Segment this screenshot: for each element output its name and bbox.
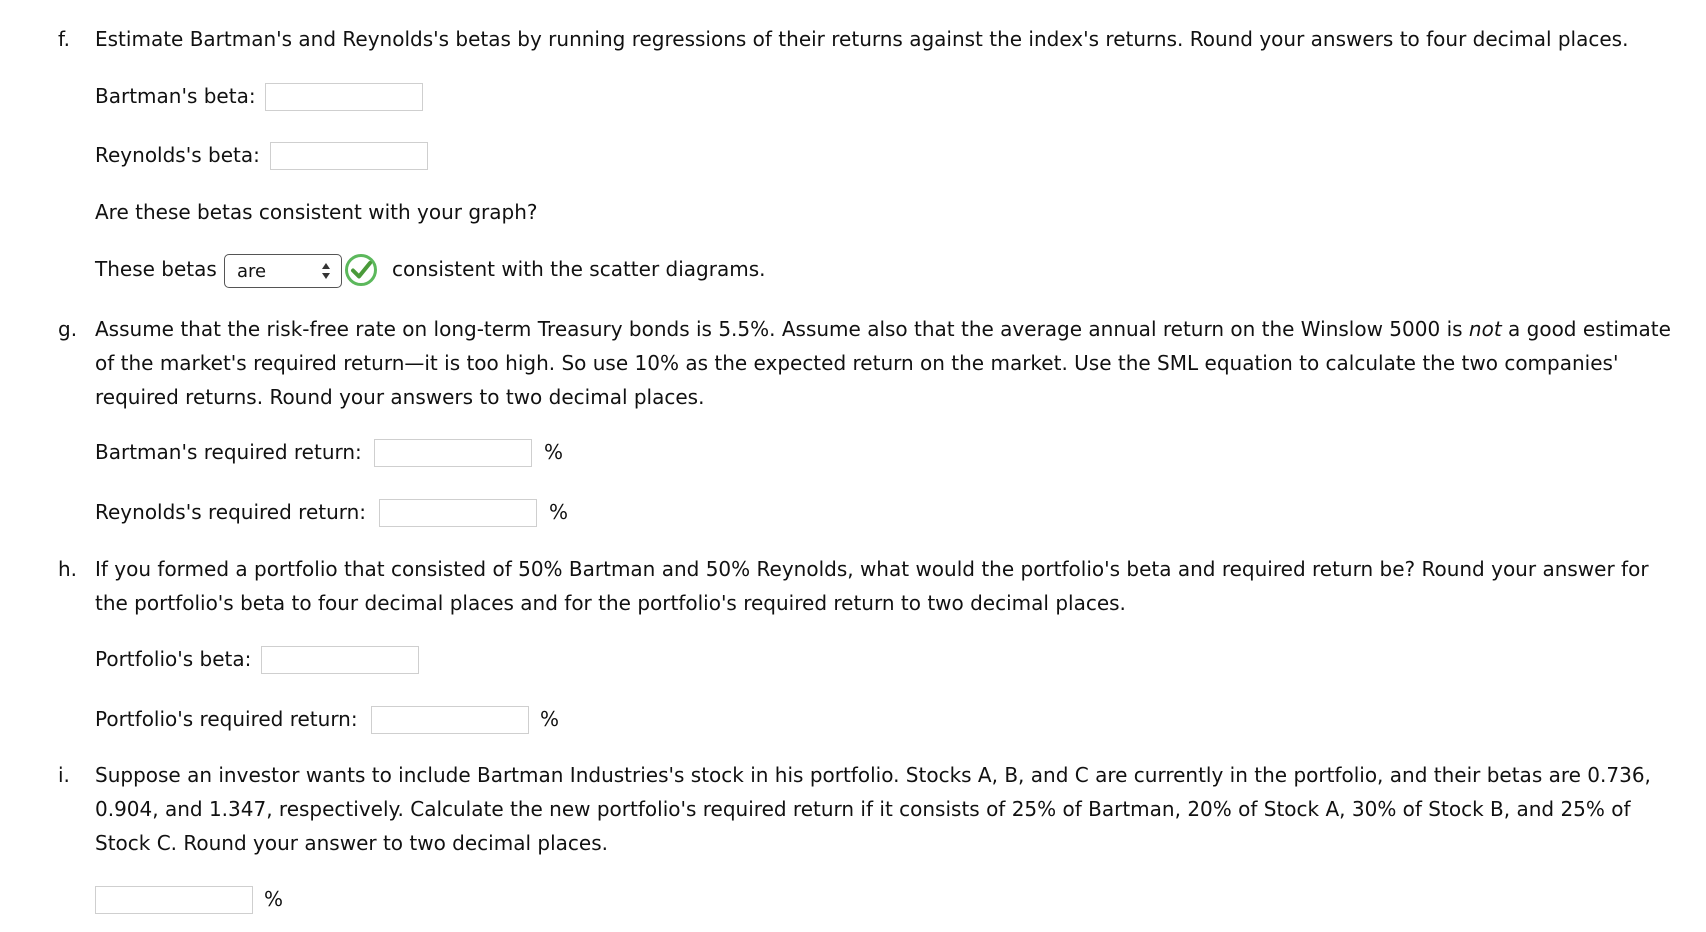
new-portfolio-return-input[interactable] <box>95 886 253 914</box>
part-f-letter: f. <box>58 27 70 51</box>
portfolio-return-label: Portfolio's required return: <box>95 707 358 731</box>
consistency-select-value: are <box>237 261 267 282</box>
part-g-question-line-2: of the market's required return—it is too high. So use 10% as the expected return on the market. Use the SML equation to calculate the two companies' <box>95 351 1619 375</box>
bartman-return-input[interactable] <box>374 439 532 467</box>
part-i-question-line-1: Suppose an investor wants to include Bartman Industries's stock in his portfolio. Stocks A, B, and C are currently in the portfolio, and their betas are 0.736, <box>95 763 1651 787</box>
bartman-beta-label: Bartman's beta: <box>95 84 256 108</box>
portfolio-return-unit: % <box>540 707 560 731</box>
reynolds-beta-input[interactable] <box>270 142 428 170</box>
bartman-beta-input[interactable] <box>265 83 423 111</box>
reynolds-return-label: Reynolds's required return: <box>95 500 367 524</box>
reynolds-return-unit: % <box>549 500 569 524</box>
answer-prefix: These betas <box>95 257 217 281</box>
select-arrows-icon <box>321 260 331 282</box>
answer-suffix: consistent with the scatter diagrams. <box>392 257 766 281</box>
check-circle-icon <box>344 253 378 287</box>
part-h-question-line-1: If you formed a portfolio that consisted of 50% Bartman and 50% Reynolds, what would the portfolio's beta and required return be? Round your answer for <box>95 557 1649 581</box>
new-portfolio-return-unit: % <box>264 887 284 911</box>
portfolio-return-input[interactable] <box>371 706 529 734</box>
part-i-letter: i. <box>58 763 70 787</box>
part-h-question-line-2: the portfolio's beta to four decimal places and for the portfolio's required return to two decimal places. <box>95 591 1126 615</box>
part-g-question-line-1 <box>95 317 1671 341</box>
bartman-return-unit: % <box>544 440 564 464</box>
portfolio-beta-label: Portfolio's beta: <box>95 647 252 671</box>
part-g-letter: g. <box>58 317 78 341</box>
part-g-text-emphasis: not <box>1468 317 1502 341</box>
part-i-question-line-2: 0.904, and 1.347, respectively. Calculate the new portfolio's required return if it consists of 25% of Bartman, 20% of Stock A, 30% of Stock B, and 25% of <box>95 797 1631 821</box>
part-g-text-b: a good estimate <box>1501 317 1671 341</box>
reynolds-return-input[interactable] <box>379 499 537 527</box>
part-g-question-line-3: required returns. Round your answers to two decimal places. <box>95 385 705 409</box>
portfolio-beta-input[interactable] <box>261 646 419 674</box>
consistency-question: Are these betas consistent with your graph? <box>95 200 538 224</box>
part-i-question-line-3: Stock C. Round your answer to two decimal places. <box>95 831 608 855</box>
reynolds-beta-label: Reynolds's beta: <box>95 143 260 167</box>
part-h-letter: h. <box>58 557 78 581</box>
part-g-text-a: Assume that the risk-free rate on long-term Treasury bonds is 5.5%. Assume also that the average annual return on the Winslow 5000 is <box>95 317 1469 341</box>
bartman-return-label: Bartman's required return: <box>95 440 362 464</box>
part-f-question: Estimate Bartman's and Reynolds's betas by running regressions of their returns against the index's returns. Round your answers to four decimal places. <box>95 27 1629 51</box>
consistency-select[interactable] <box>224 254 342 288</box>
